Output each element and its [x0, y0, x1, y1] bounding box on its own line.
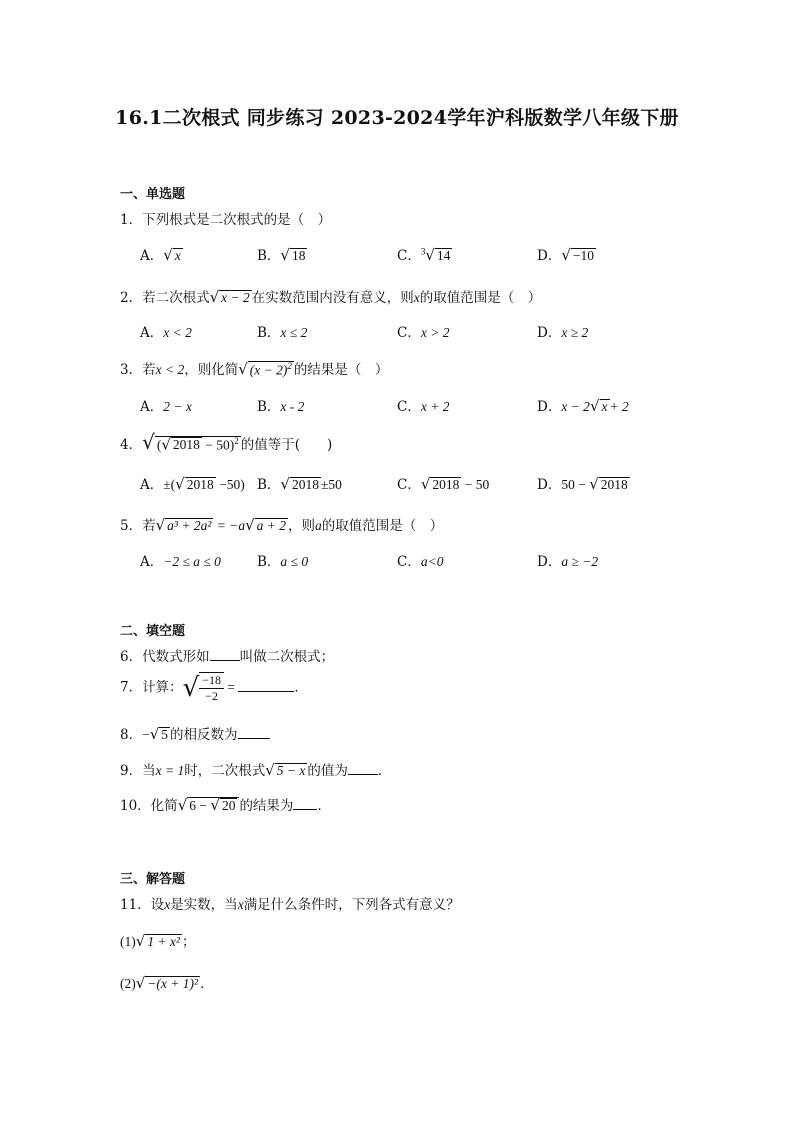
question-1-stem: 1．下列根式是二次根式的是（ ）: [120, 212, 332, 228]
question-2-stem: 2．若二次根式√ x − 2 在实数范围内没有意义，则x的取值范围是（ ）: [120, 288, 542, 306]
question-10: 10．化简√ 6 − √ 20 的结果为 ．: [120, 796, 331, 814]
section-heading-single-choice: 一、单选题: [120, 187, 186, 202]
question-6: 6．代数式形如 叫做二次根式；: [120, 649, 335, 665]
answer-blank[interactable]: [348, 762, 378, 775]
answer-blank[interactable]: [238, 679, 294, 692]
answer-blank[interactable]: [293, 797, 317, 810]
question-4-stem: 4．√ (√ 2018 − 50)$^2$ 的值等于( ): [120, 430, 333, 454]
q2-option-c[interactable]: C．x > 2: [397, 325, 450, 341]
q2-option-d[interactable]: D．x ≥ 2: [537, 325, 589, 341]
q3-option-a[interactable]: A．2 − x: [140, 399, 192, 415]
question-11-part-1: (1)√ 1 + x² ；: [120, 932, 196, 950]
q4-option-b[interactable]: B．√ 2018 ±50: [257, 475, 342, 493]
question-11-stem: 11．设x是实数，当x满足什么条件时，下列各式有意义？: [120, 897, 460, 913]
question-4-options: [140, 473, 660, 493]
q5-option-c[interactable]: C．a<0: [397, 554, 444, 570]
answer-blank[interactable]: [210, 648, 240, 661]
question-3-options: [140, 395, 660, 415]
q1-option-a[interactable]: A．√ x: [140, 246, 181, 264]
question-1-options: [140, 244, 660, 264]
q1-option-c[interactable]: C．$^3$√ 14: [397, 246, 451, 264]
page-title: 16.1二次根式 同步练习 2023-2024学年沪科版数学八年级下册: [115, 107, 679, 129]
q3-option-b[interactable]: B．x - 2: [257, 399, 305, 415]
q5-option-a[interactable]: A．−2 ≤ a ≤ 0: [140, 554, 221, 570]
q4-option-a[interactable]: A．±(√ 2018 −50): [140, 475, 245, 493]
question-8: 8．−√ 5 的相反数为: [120, 723, 270, 743]
q5-option-b[interactable]: B．a ≤ 0: [257, 554, 309, 570]
q2-option-a[interactable]: A．x < 2: [140, 325, 192, 341]
q1-option-d[interactable]: D．√ −10: [537, 246, 595, 264]
q4-option-d[interactable]: D．50 − √ 2018: [537, 475, 628, 493]
question-5-options: [140, 550, 660, 570]
question-11-part-2: (2)√ −(x + 1)² ．: [120, 974, 214, 992]
q5-option-d[interactable]: D．a ≥ −2: [537, 554, 599, 570]
q3-option-c[interactable]: C．x + 2: [397, 399, 450, 415]
section-heading-solutions: 三、解答题: [120, 872, 186, 887]
question-2-options: [140, 321, 660, 341]
question-7: 7．计算：√ $\frac{-18}{-2}$ = ．: [120, 673, 308, 703]
question-9: 9．当x = 1时，二次根式√ 5 − x 的值为 ．: [120, 761, 392, 779]
section-heading-fill-blank: 二、填空题: [120, 624, 186, 639]
q3-option-d[interactable]: D．x − 2√ x + 2: [537, 397, 629, 415]
q2-option-b[interactable]: B．x ≤ 2: [257, 325, 308, 341]
question-3-stem: 3．若x < 2，则化简√ $(x - 2)^2$ 的结果是（ ）: [120, 360, 389, 378]
answer-blank[interactable]: [238, 726, 270, 739]
q1-option-b[interactable]: B．√ 18: [257, 246, 306, 264]
q4-option-c[interactable]: C．√ 2018 − 50: [397, 475, 490, 493]
question-5-stem: 5．若√ a³ + 2a² = −a√ a + 2 ，则a的取值范围是（ ）: [120, 516, 444, 534]
